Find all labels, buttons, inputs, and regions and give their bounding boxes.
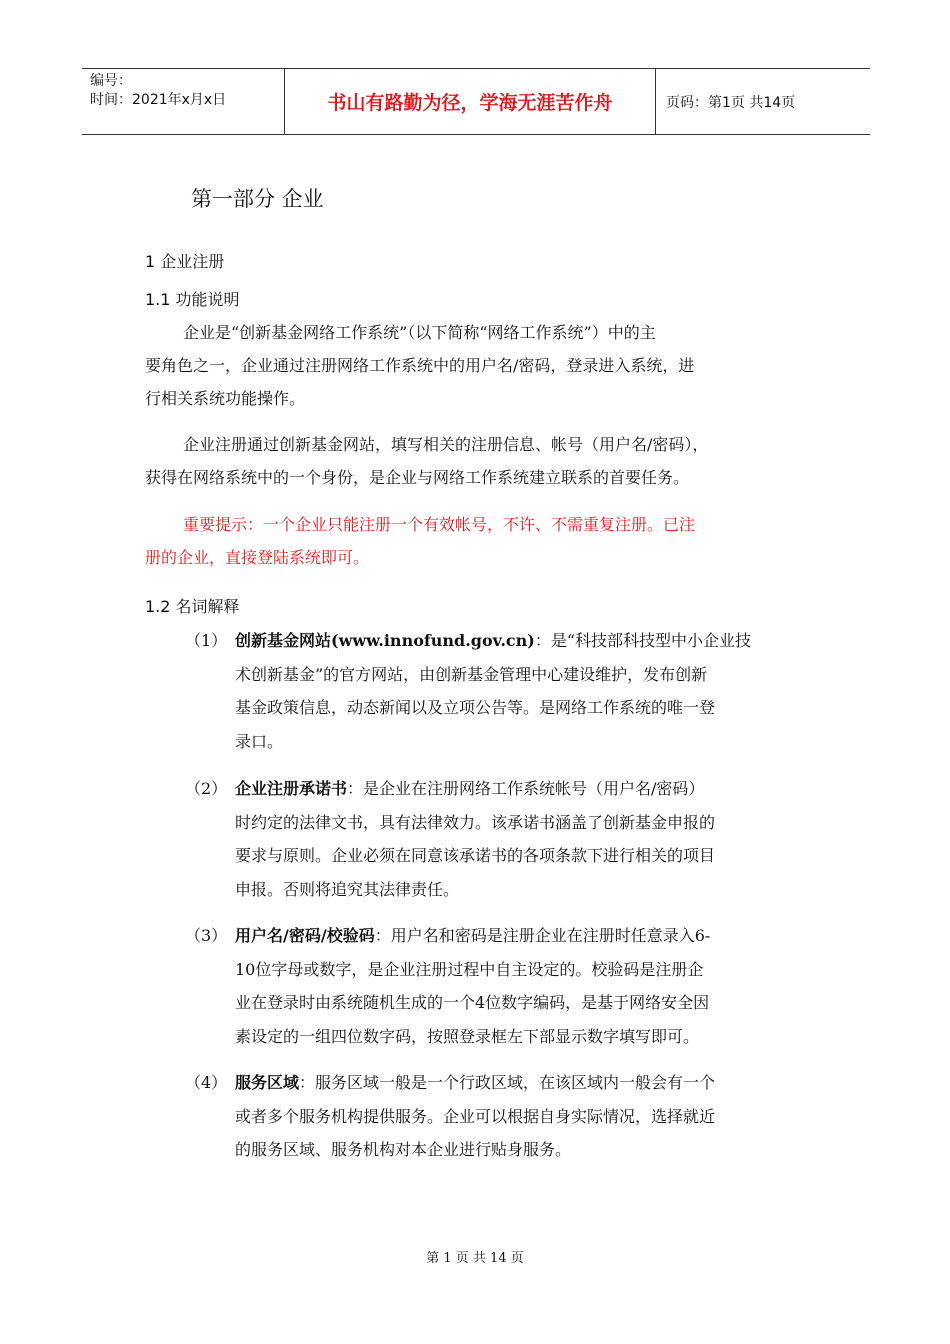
subsection-title-1-1: 1.1 功能说明 [145, 290, 240, 309]
text-line: 行相关系统功能操作。 [145, 389, 306, 408]
page-header [82, 68, 870, 135]
header-motto: 书山有路勤为径，学海无涯苦作舟 [284, 69, 656, 134]
section-title: 1 企业注册 [145, 252, 225, 271]
term-name: 用户名/密码/校验码 [235, 926, 375, 945]
term-number: （3） [185, 926, 228, 945]
text-line: 获得在网络系统中的一个身份，是企业与网络工作系统建立联系的首要任务。 [145, 468, 690, 487]
text-line: 素设定的一组四位数字码，按照登录框左下部显示数字填写即可。 [235, 1026, 700, 1046]
paragraph-registration [145, 428, 813, 494]
text-line: 册的企业，直接登陆系统即可。 [145, 548, 370, 567]
page-footer: 第 1 页 共 14 页 [426, 1251, 524, 1266]
text-line: 企业注册通过创新基金网站，填写相关的注册信息、帐号（用户名/密码）， [183, 435, 709, 454]
term-number: （4） [185, 1073, 228, 1092]
part-title: 第一部分 企业 [191, 187, 324, 211]
term-name: 创新基金网站(www.innofund.gov.cn) [235, 631, 535, 650]
term-definition: ：是企业在注册网络工作系统帐号（用户名/密码） [347, 779, 705, 798]
header-number: 编号： [90, 73, 132, 89]
subsection-title-1-2: 1.2 名词解释 [145, 597, 240, 616]
text-line: 要角色之一，企业通过注册网络工作系统中的用户名/密码，登录进入系统，进 [145, 356, 695, 375]
text-line: 时约定的法律文书，具有法律效力。该承诺书涵盖了创新基金申报的 [235, 812, 716, 832]
term-item [185, 1066, 813, 1167]
text-line: 10位字母或数字，是企业注册过程中自主设定的。校验码是注册企 [235, 959, 704, 979]
text-line: 业在登录时由系统随机生成的一个4位数字编码，是基于网络安全因 [235, 993, 710, 1012]
term-item [185, 919, 813, 1053]
text-line: 重要提示：一个企业只能注册一个有效帐号，不许、不需重复注册。已注 [183, 515, 696, 534]
term-name: 服务区域 [235, 1073, 300, 1092]
paragraph-intro [145, 316, 813, 415]
term-number: （1） [185, 631, 228, 650]
term-definition: ：是“科技部科技型中小企业技 [534, 631, 752, 650]
term-definition: ：服务区域一般是一个行政区域，在该区域内一般会有一个 [299, 1073, 716, 1092]
text-line: 的服务区域、服务机构对本企业进行贴身服务。 [235, 1140, 572, 1159]
text-line: 录口。 [235, 731, 284, 751]
text-line: 要求与原则。企业必须在同意该承诺书的各项条款下进行相关的项目 [235, 846, 716, 865]
text-line: 企业是“创新基金网络工作系统”（以下简称“网络工作系统”）中的主 [183, 323, 656, 342]
text-line: 基金政策信息，动态新闻以及立项公告等。是网络工作系统的唯一登 [235, 698, 716, 717]
header-page-number: 页码：第1页 共14页 [666, 94, 796, 111]
term-definition: ：用户名和密码是注册企业在注册时任意录入6- [374, 926, 711, 945]
term-name: 企业注册承诺书 [235, 779, 348, 798]
text-line: 术创新基金”的官方网站，由创新基金管理中心建设维护，发布创新 [235, 664, 708, 684]
header-meta [82, 69, 284, 134]
text-line: 或者多个服务机构提供服务。企业可以根据自身实际情况，选择就近 [235, 1106, 716, 1126]
term-number: （2） [185, 779, 228, 798]
important-notice [145, 508, 813, 574]
term-item [185, 624, 813, 758]
term-item [185, 772, 813, 906]
text-line: 申报。否则将追究其法律责任。 [235, 879, 460, 899]
header-date: 时间：2021年x月x日 [90, 92, 227, 108]
